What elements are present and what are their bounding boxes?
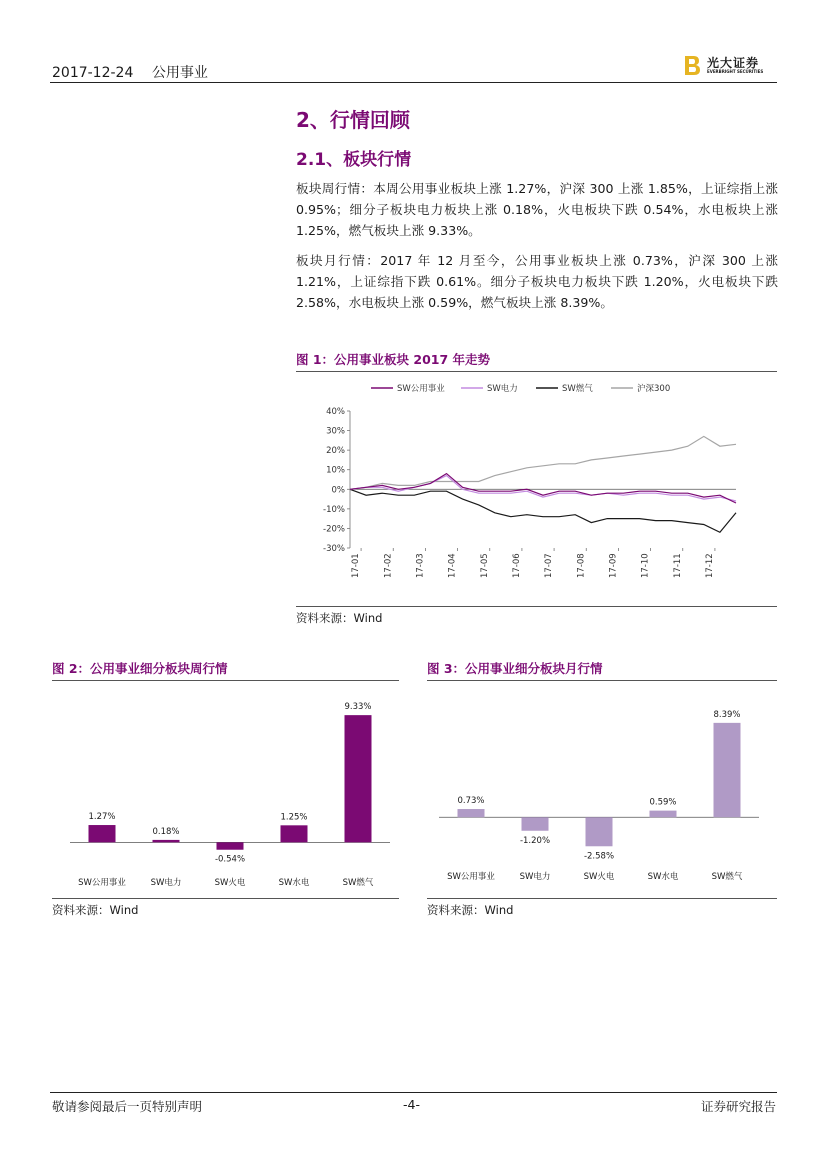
legend-label-1: SW电力 bbox=[487, 384, 518, 394]
bar bbox=[714, 723, 741, 817]
x-tick-label: 17-08 bbox=[576, 553, 587, 578]
monthly-paragraph: 板块月行情：2017 年 12 月至今，公用事业板块上涨 0.73%，沪深 300 上涨 1.21%，上证综指下跌 0.61%。细分子板块电力板块下跌 1.20%，火电板块下跌 2.58%，水电板块上涨 0.59%，燃气板块上涨 8.39%。 bbox=[296, 253, 778, 310]
figure-3-bottom-rule bbox=[427, 898, 777, 899]
bar bbox=[281, 825, 308, 842]
bar-value-label: 8.39% bbox=[713, 709, 741, 720]
figure-1-bottom-rule bbox=[296, 606, 777, 607]
x-tick-label: 17-10 bbox=[640, 553, 651, 578]
series-line-3 bbox=[350, 436, 736, 489]
bar-value-label: 0.18% bbox=[152, 826, 180, 837]
y-tick-label: 40% bbox=[326, 407, 345, 417]
figure-1-source: 资料来源：Wind bbox=[296, 611, 383, 625]
category-label: SW电力 bbox=[519, 872, 551, 882]
bar-value-label: 0.73% bbox=[457, 796, 485, 807]
footer-disclaimer: 敬请参阅最后一页特别声明 bbox=[52, 1099, 203, 1114]
bar-value-label: -2.58% bbox=[583, 851, 615, 862]
y-tick-label: 20% bbox=[326, 446, 345, 457]
y-tick-label: -30% bbox=[323, 544, 345, 554]
bar bbox=[522, 817, 549, 831]
report-date: 2017-12-24 bbox=[52, 65, 134, 81]
y-tick-label: 0% bbox=[331, 485, 345, 496]
bar bbox=[89, 825, 116, 842]
legend-label-2: SW燃气 bbox=[562, 384, 593, 394]
logo-text-en: EVERBRIGHT SECURITIES bbox=[707, 69, 764, 74]
x-tick-label: 17-09 bbox=[608, 553, 619, 578]
y-tick-label: -10% bbox=[323, 504, 345, 515]
page-header bbox=[52, 62, 222, 82]
x-tick-label: 17-02 bbox=[383, 553, 394, 578]
bar bbox=[345, 715, 372, 842]
x-tick-label: 17-03 bbox=[415, 553, 426, 578]
category-label: SW电力 bbox=[150, 878, 182, 888]
bar bbox=[586, 817, 613, 846]
legend-label-0: SW公用事业 bbox=[397, 384, 445, 394]
bar-value-label: 1.27% bbox=[88, 812, 116, 823]
logo-text-cn: 光大证券 bbox=[707, 56, 760, 70]
category-label: SW水电 bbox=[278, 878, 310, 888]
category-label: SW火电 bbox=[214, 878, 246, 888]
bar-value-label: 0.59% bbox=[649, 797, 677, 808]
bar-value-label: 1.25% bbox=[280, 812, 308, 823]
x-tick-label: 17-11 bbox=[672, 553, 683, 578]
figure-3-source: 资料来源：Wind bbox=[427, 903, 514, 917]
figure-2-bottom-rule bbox=[52, 898, 399, 899]
weekly-bar-chart bbox=[52, 681, 399, 898]
x-tick-label: 17-06 bbox=[511, 553, 522, 578]
section-title: 2、行情回顾 bbox=[296, 108, 410, 132]
footer-rule bbox=[50, 1092, 777, 1093]
x-tick-label: 17-07 bbox=[544, 553, 555, 578]
monthly-bar-chart bbox=[427, 681, 777, 898]
weekly-paragraph: 板块周行情：本周公用事业板块上涨 1.27%，沪深 300 上涨 1.85%，上证综指上涨 0.95%；细分子板块电力板块上涨 0.18%，火电板块下跌 0.54%，水电板块上涨 1.25%，燃气板块上涨 9.33%。 bbox=[296, 181, 778, 238]
x-tick-label: 17-01 bbox=[351, 553, 362, 578]
bar-value-label: 9.33% bbox=[344, 702, 372, 713]
header-rule bbox=[50, 82, 777, 83]
y-tick-label: 30% bbox=[326, 426, 345, 437]
series-line-0 bbox=[350, 474, 736, 503]
category-label: SW水电 bbox=[647, 872, 679, 882]
category-label: SW公用事业 bbox=[447, 872, 495, 882]
subsection-title: 2.1、板块行情 bbox=[296, 150, 412, 170]
bar bbox=[650, 811, 677, 818]
category-label: SW公用事业 bbox=[78, 878, 126, 888]
figure-2-title: 图 2：公用事业细分板块周行情 bbox=[52, 661, 228, 676]
figure-1-title: 图 1：公用事业板块 2017 年走势 bbox=[296, 352, 491, 367]
line-chart bbox=[296, 372, 777, 606]
bar bbox=[217, 842, 244, 849]
bar-value-label: -0.54% bbox=[214, 854, 246, 865]
brand-logo bbox=[683, 54, 778, 80]
figure-3-title: 图 3：公用事业细分板块月行情 bbox=[427, 661, 603, 676]
bar bbox=[458, 809, 485, 817]
bar-value-label: -1.20% bbox=[519, 835, 551, 846]
industry-name: 公用事业 bbox=[151, 65, 208, 81]
bar bbox=[153, 840, 180, 842]
x-tick-label: 17-04 bbox=[447, 553, 458, 578]
logo-mark-icon bbox=[683, 54, 701, 76]
category-label: SW火电 bbox=[583, 872, 615, 882]
category-label: SW燃气 bbox=[711, 872, 743, 882]
x-tick-label: 17-05 bbox=[479, 553, 490, 578]
page-number: -4- bbox=[403, 1097, 420, 1112]
footer-report-type: 证券研究报告 bbox=[701, 1099, 777, 1114]
y-tick-label: -20% bbox=[323, 524, 345, 535]
x-tick-label: 17-12 bbox=[704, 553, 715, 578]
y-tick-label: 10% bbox=[326, 465, 345, 476]
figure-2-source: 资料来源：Wind bbox=[52, 903, 139, 917]
category-label: SW燃气 bbox=[342, 878, 374, 888]
legend-label-3: 沪深300 bbox=[637, 384, 671, 394]
